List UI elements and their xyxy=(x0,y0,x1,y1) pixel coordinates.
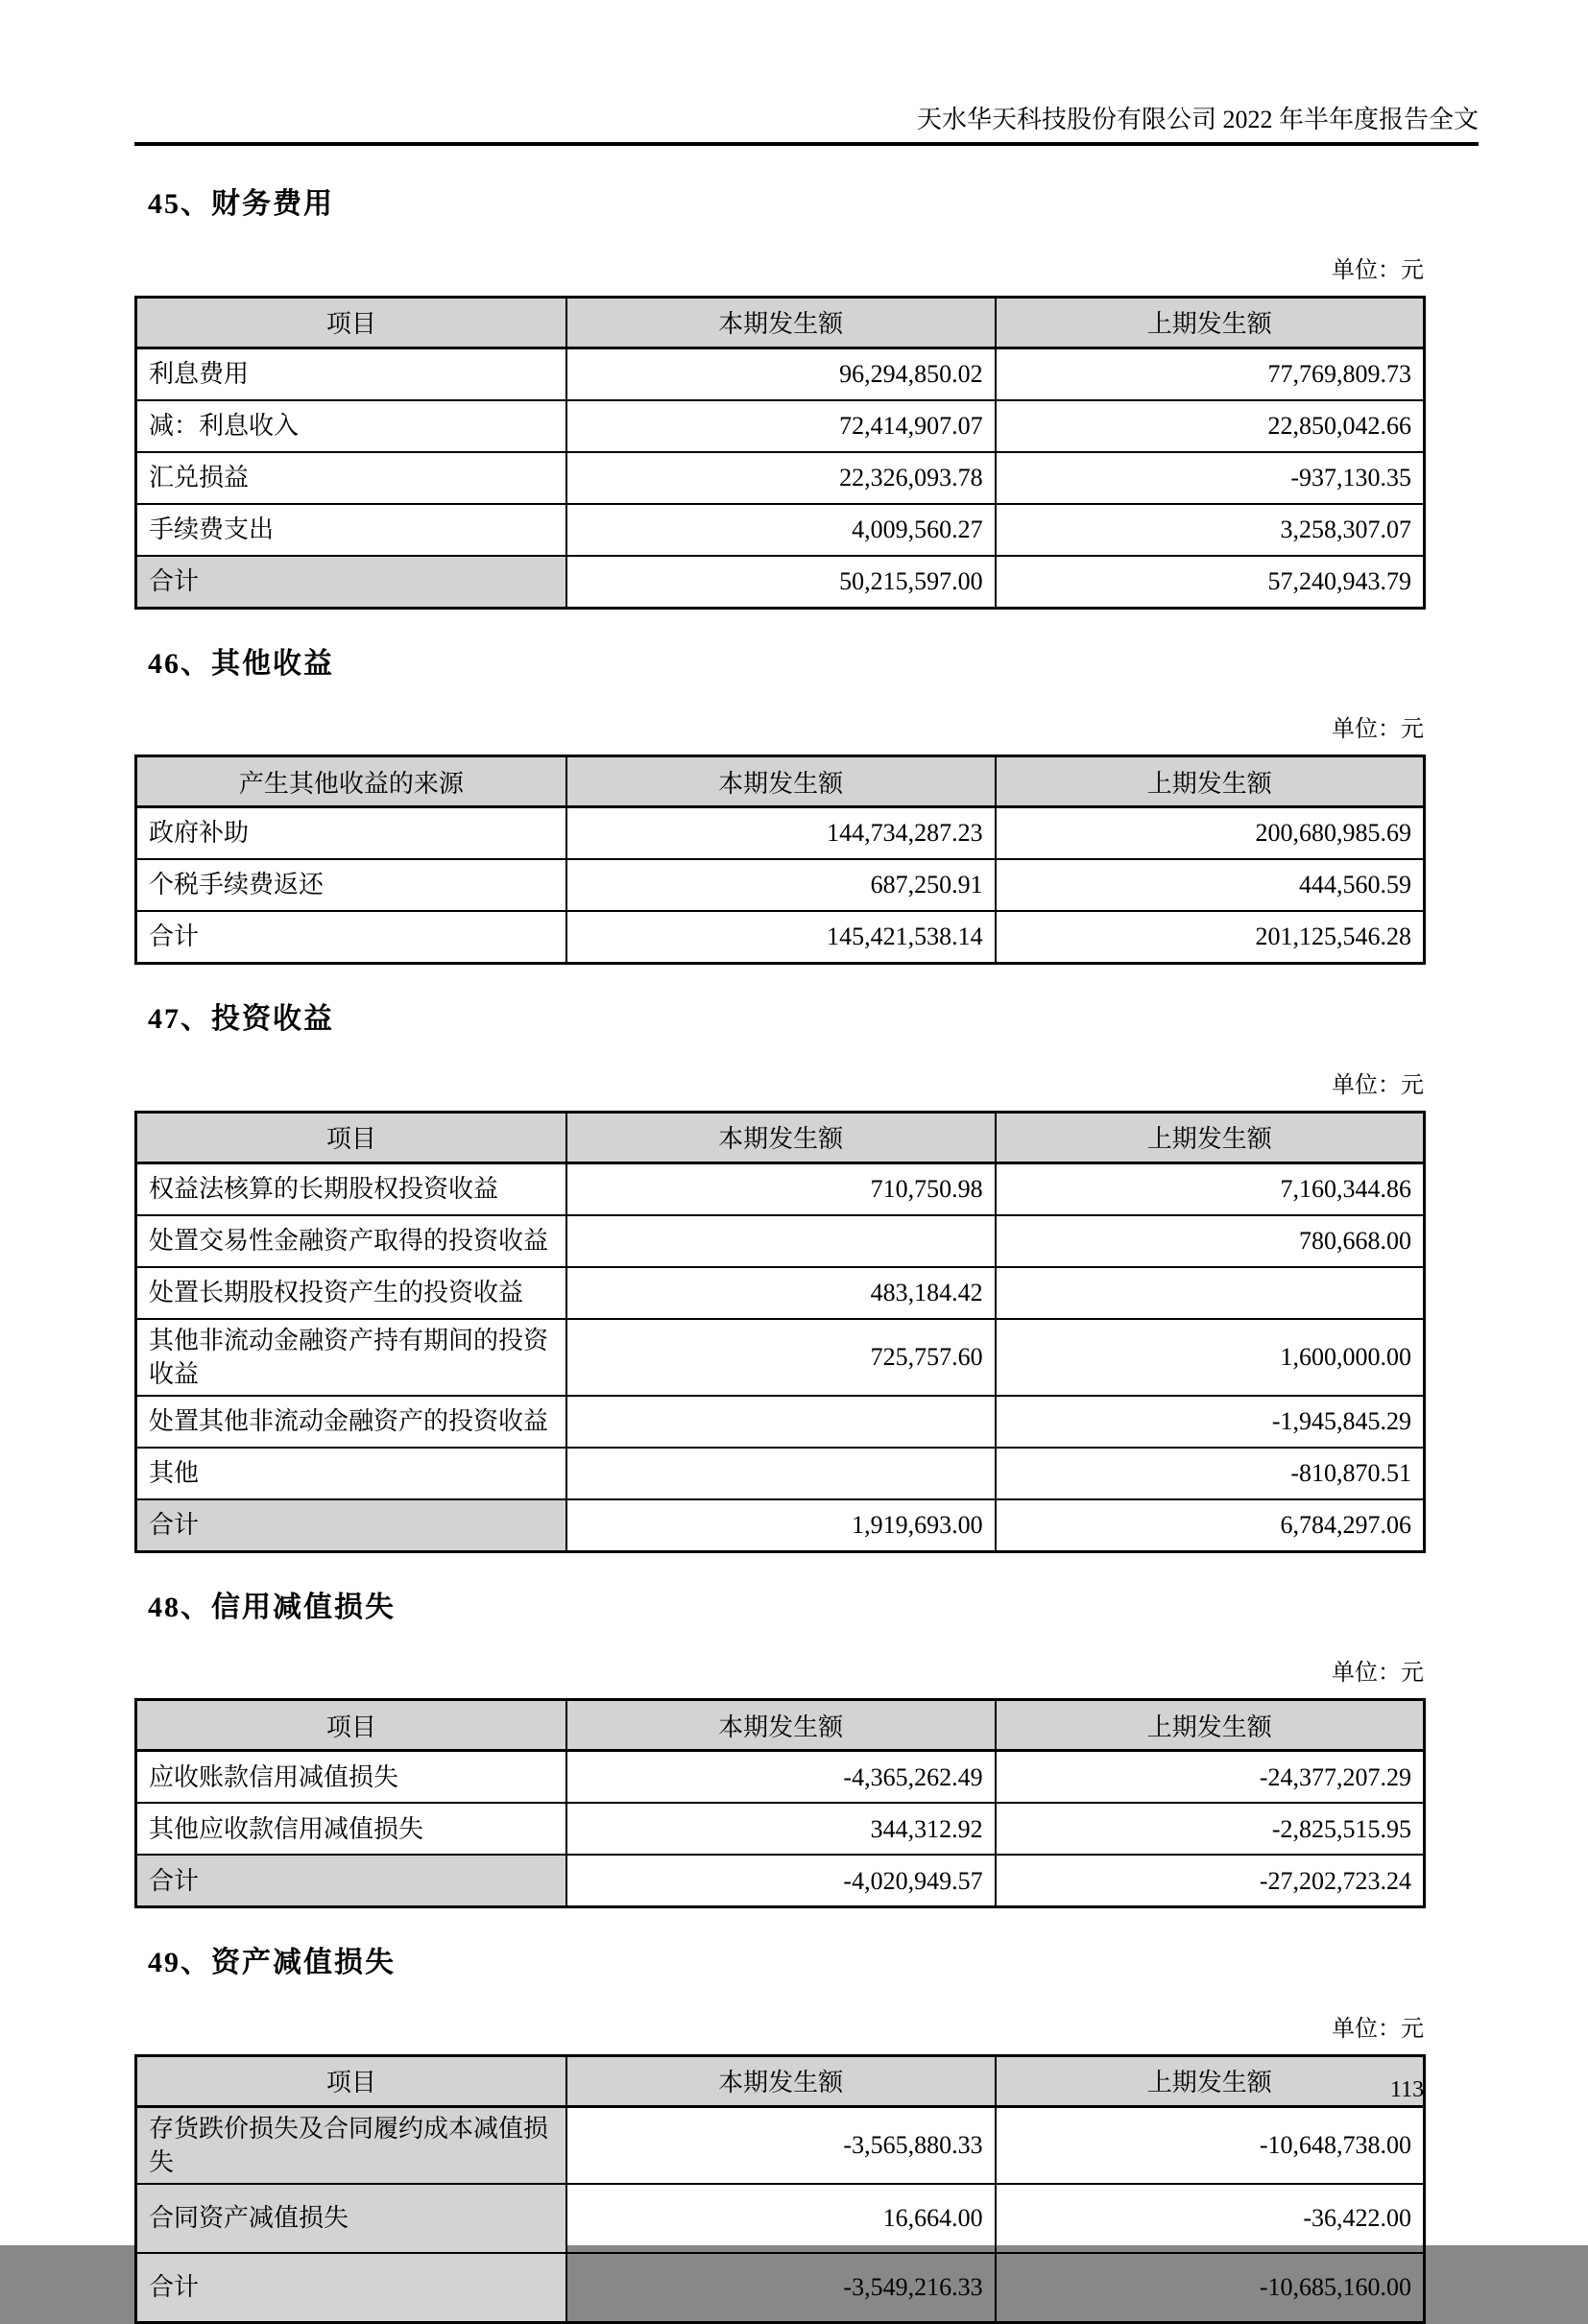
prior-period-amount: 444,560.59 xyxy=(996,859,1425,911)
asset-impairment-table xyxy=(134,2054,1426,2324)
prior-period-amount: -10,685,160.00 xyxy=(996,2253,1425,2323)
row-item-label: 其他非流动金融资产持有期间的投资收益 xyxy=(136,1319,566,1396)
table-row xyxy=(136,2106,1425,2184)
current-period-amount: 483,184.42 xyxy=(566,1267,996,1319)
section-financial-expenses xyxy=(134,188,1426,610)
row-item-label: 权益法核算的长期股权投资收益 xyxy=(136,1162,566,1215)
prior-period-amount: 7,160,344.86 xyxy=(996,1162,1425,1215)
unit-label: 单位：元 xyxy=(1332,257,1424,283)
row-item-label: 汇兑损益 xyxy=(136,452,566,504)
current-period-amount: 725,757.60 xyxy=(566,1319,996,1396)
column-header-prior-period: 上期发生额 xyxy=(996,2055,1425,2106)
prior-period-amount: -937,130.35 xyxy=(996,452,1425,504)
prior-period-amount: -2,825,515.95 xyxy=(996,1803,1425,1855)
current-period-amount xyxy=(566,1448,996,1499)
row-item-label: 政府补助 xyxy=(136,807,566,860)
row-item-label: 其他 xyxy=(136,1448,566,1499)
section-other-income xyxy=(134,648,1426,966)
table-row xyxy=(136,2253,1425,2323)
current-period-amount: 344,312.92 xyxy=(566,1803,996,1855)
current-period-amount: 145,421,538.14 xyxy=(566,911,996,964)
table-row xyxy=(136,1267,1425,1319)
row-item-label: 合计 xyxy=(136,2253,566,2323)
section-title: 49、资产减值损失 xyxy=(148,1947,396,1979)
prior-period-amount: 22,850,042.66 xyxy=(996,400,1425,452)
current-period-amount: 144,734,287.23 xyxy=(566,807,996,860)
current-period-amount: 96,294,850.02 xyxy=(566,347,996,400)
row-item-label: 个税手续费返还 xyxy=(136,859,566,911)
current-period-amount: 16,664.00 xyxy=(566,2184,996,2253)
section-asset-impairment-loss xyxy=(134,1947,1426,2324)
table-row xyxy=(136,504,1425,556)
row-item-label: 合计 xyxy=(136,556,566,609)
current-period-amount: -4,365,262.49 xyxy=(566,1751,996,1804)
table-header-row xyxy=(136,1112,1425,1162)
table-row xyxy=(136,1855,1425,1907)
current-period-amount: 22,326,093.78 xyxy=(566,452,996,504)
current-period-amount: 1,919,693.00 xyxy=(566,1499,996,1552)
column-header-current-period: 本期发生额 xyxy=(566,297,996,347)
table-row xyxy=(136,347,1425,400)
financial-expenses-table xyxy=(134,296,1426,610)
column-header-current-period: 本期发生额 xyxy=(566,1700,996,1751)
row-item-label: 合计 xyxy=(136,1855,566,1907)
current-period-amount: 687,250.91 xyxy=(566,859,996,911)
page-content xyxy=(134,150,1426,2324)
prior-period-amount: 780,668.00 xyxy=(996,1215,1425,1267)
table-header-row xyxy=(136,1700,1425,1751)
table-header-row xyxy=(136,756,1425,807)
table-row xyxy=(136,859,1425,911)
column-header-prior-period: 上期发生额 xyxy=(996,1700,1425,1751)
current-period-amount xyxy=(566,1396,996,1448)
section-credit-impairment-loss xyxy=(134,1592,1426,1909)
row-item-label: 手续费支出 xyxy=(136,504,566,556)
prior-period-amount: 201,125,546.28 xyxy=(996,911,1425,964)
column-header-prior-period: 上期发生额 xyxy=(996,1112,1425,1162)
row-item-label: 减：利息收入 xyxy=(136,400,566,452)
prior-period-amount: -1,945,845.29 xyxy=(996,1396,1425,1448)
current-period-amount: -4,020,949.57 xyxy=(566,1855,996,1907)
row-item-label: 处置长期股权投资产生的投资收益 xyxy=(136,1267,566,1319)
current-period-amount: 72,414,907.07 xyxy=(566,400,996,452)
current-period-amount: 710,750.98 xyxy=(566,1162,996,1215)
table-row xyxy=(136,1319,1425,1396)
section-title: 47、投资收益 xyxy=(148,1003,334,1035)
current-period-amount: -3,549,216.33 xyxy=(566,2253,996,2323)
row-item-label: 存货跌价损失及合同履约成本减值损失 xyxy=(136,2106,566,2184)
section-investment-income xyxy=(134,1003,1426,1553)
prior-period-amount: -810,870.51 xyxy=(996,1448,1425,1499)
section-title: 48、信用减值损失 xyxy=(148,1591,396,1623)
column-header-prior-period: 上期发生额 xyxy=(996,297,1425,347)
table-row xyxy=(136,1162,1425,1215)
document-header: 天水华天科技股份有限公司 2022 年半年度报告全文 xyxy=(916,106,1479,133)
credit-impairment-table xyxy=(134,1698,1426,1908)
prior-period-amount: 3,258,307.07 xyxy=(996,504,1425,556)
table-row xyxy=(136,400,1425,452)
current-period-amount xyxy=(566,1215,996,1267)
column-header-item: 项目 xyxy=(136,2055,566,2106)
table-row xyxy=(136,1215,1425,1267)
row-item-label: 利息费用 xyxy=(136,347,566,400)
prior-period-amount: -24,377,207.29 xyxy=(996,1751,1425,1804)
unit-label: 单位：元 xyxy=(1332,1072,1424,1098)
investment-income-table xyxy=(134,1111,1426,1553)
row-item-label: 应收账款信用减值损失 xyxy=(136,1751,566,1804)
table-row xyxy=(136,807,1425,860)
row-item-label: 其他应收款信用减值损失 xyxy=(136,1803,566,1855)
table-header-row xyxy=(136,297,1425,347)
column-header-item: 项目 xyxy=(136,1700,566,1751)
page-number: 113 xyxy=(1390,2077,1425,2102)
section-title: 46、其他收益 xyxy=(148,647,334,680)
prior-period-amount: -36,422.00 xyxy=(996,2184,1425,2253)
table-row xyxy=(136,911,1425,964)
prior-period-amount: 57,240,943.79 xyxy=(996,556,1425,609)
column-header-current-period: 本期发生额 xyxy=(566,1112,996,1162)
row-item-label: 处置交易性金融资产取得的投资收益 xyxy=(136,1215,566,1267)
row-item-label: 合计 xyxy=(136,1499,566,1552)
row-item-label: 合同资产减值损失 xyxy=(136,2184,566,2253)
table-row xyxy=(136,1396,1425,1448)
prior-period-amount: -27,202,723.24 xyxy=(996,1855,1425,1907)
prior-period-amount: 200,680,985.69 xyxy=(996,807,1425,860)
prior-period-amount: 77,769,809.73 xyxy=(996,347,1425,400)
table-row xyxy=(136,1751,1425,1804)
column-header-prior-period: 上期发生额 xyxy=(996,756,1425,807)
table-header-row xyxy=(136,2055,1425,2106)
column-header-source: 产生其他收益的来源 xyxy=(136,756,566,807)
prior-period-amount: 6,784,297.06 xyxy=(996,1499,1425,1552)
row-item-label: 处置其他非流动金融资产的投资收益 xyxy=(136,1396,566,1448)
column-header-item: 项目 xyxy=(136,297,566,347)
table-row xyxy=(136,2184,1425,2253)
prior-period-amount xyxy=(996,1267,1425,1319)
column-header-current-period: 本期发生额 xyxy=(566,2055,996,2106)
prior-period-amount: -10,648,738.00 xyxy=(996,2106,1425,2184)
unit-label: 单位：元 xyxy=(1332,717,1424,742)
current-period-amount: -3,565,880.33 xyxy=(566,2106,996,2184)
unit-label: 单位：元 xyxy=(1332,1661,1424,1687)
table-row xyxy=(136,452,1425,504)
column-header-current-period: 本期发生额 xyxy=(566,756,996,807)
header-rule xyxy=(134,142,1479,146)
column-header-item: 项目 xyxy=(136,1112,566,1162)
table-row xyxy=(136,1803,1425,1855)
prior-period-amount: 1,600,000.00 xyxy=(996,1319,1425,1396)
current-period-amount: 50,215,597.00 xyxy=(566,556,996,609)
table-row xyxy=(136,556,1425,609)
table-row xyxy=(136,1499,1425,1552)
row-item-label: 合计 xyxy=(136,911,566,964)
section-title: 45、财务费用 xyxy=(148,188,334,220)
other-income-table xyxy=(134,755,1426,965)
table-row xyxy=(136,1448,1425,1499)
unit-label: 单位：元 xyxy=(1332,2016,1424,2042)
current-period-amount: 4,009,560.27 xyxy=(566,504,996,556)
